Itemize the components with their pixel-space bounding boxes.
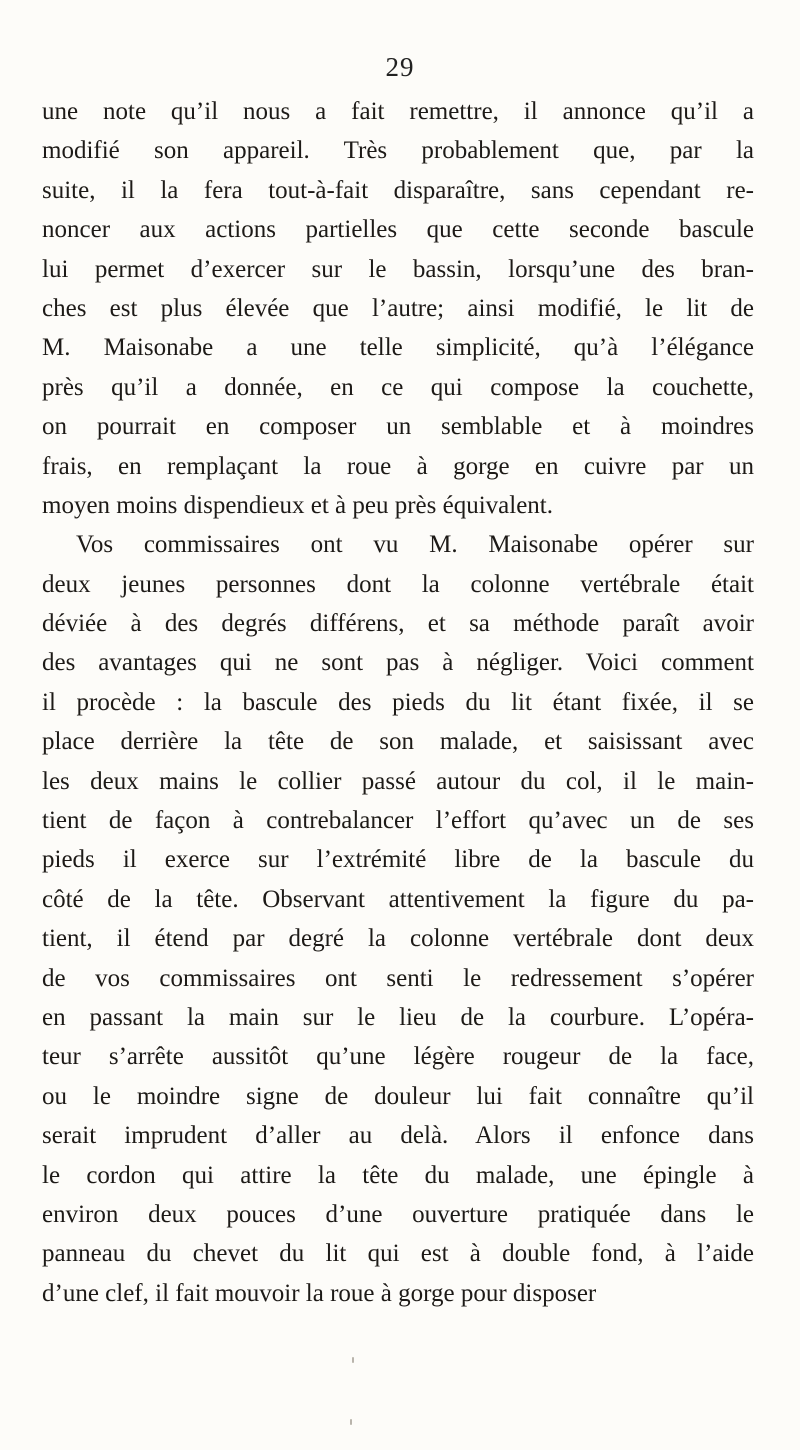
text-line: moyen moins dispendieux et à peu près équivalent. (42, 491, 553, 519)
text-line: ou le moindre signe de douleur lui fait connaître qu’il (42, 1082, 754, 1110)
text-line: environ deux pouces d’une ouverture pratiquée dans le (42, 1200, 754, 1228)
text-line: il procède : la bascule des pieds du lit étant fixée, il se (42, 688, 754, 716)
text-line: lui permet d’exercer sur le bassin, lorsqu’une des bran- (42, 255, 754, 283)
text-line: on pourrait en composer un semblable et à moindres (42, 413, 754, 441)
text-line: panneau du chevet du lit qui est à double fond, à l’aide (42, 1240, 754, 1268)
text-line: de vos commissaires ont senti le redressement s’opérer (42, 964, 754, 992)
paragraph-start-line: Vos commissaires ont vu M. Maisonabe opérer sur (76, 531, 754, 559)
text-line: d’une clef, il fait mouvoir la roue à gorge pour disposer (42, 1279, 597, 1307)
text-line: déviée à des degrés différens, et sa méthode paraît avoir (42, 610, 754, 638)
text-line: le cordon qui attire la tête du malade, une épingle à (42, 1161, 754, 1189)
text-line: près qu’il a donnée, en ce qui compose la couchette, (42, 373, 754, 401)
text-line: les deux mains le collier passé autour du col, il le main- (42, 767, 754, 795)
body-text (42, 92, 754, 1313)
text-line: côté de la tête. Observant attentivement la figure du pa- (42, 885, 754, 913)
text-line: modifié son appareil. Très probablement que, par la (42, 137, 754, 165)
text-line: tient de façon à contrebalancer l’effort qu’avec un de ses (42, 807, 754, 835)
text-line: ches est plus élevée que l’autre; ainsi modifié, le lit de (42, 294, 754, 322)
text-line: en passant la main sur le lieu de la courbure. L’opéra- (42, 1003, 754, 1031)
text-line: frais, en remplaçant la roue à gorge en cuivre par un (42, 452, 754, 480)
text-line: pieds il exerce sur l’extrémité libre de la bascule du (42, 846, 754, 874)
text-line: M. Maisonabe a une telle simplicité, qu’à l’élégance (42, 334, 754, 362)
text-line: place derrière la tête de son malade, et saisissant avec (42, 728, 754, 756)
page-number: 29 (385, 52, 415, 82)
text-line: teur s’arrête aussitôt qu’une légère rougeur de la face, (42, 1043, 754, 1071)
text-line: tient, il étend par degré la colonne vertébrale dont deux (42, 925, 754, 953)
paper-speck (352, 1357, 354, 1363)
text-line: une note qu’il nous a fait remettre, il annonce qu’il a (42, 98, 754, 125)
text-line: suite, il la fera tout-à-fait disparaître, sans cependant re- (42, 176, 754, 204)
paper-speck (350, 1419, 352, 1425)
text-line: noncer aux actions partielles que cette seconde bascule (42, 216, 754, 244)
text-line: deux jeunes personnes dont la colonne vertébrale était (42, 570, 754, 598)
text-line: des avantages qui ne sont pas à négliger. Voici comment (42, 649, 754, 677)
text-line: serait imprudent d’aller au delà. Alors il enfonce dans (42, 1122, 754, 1150)
